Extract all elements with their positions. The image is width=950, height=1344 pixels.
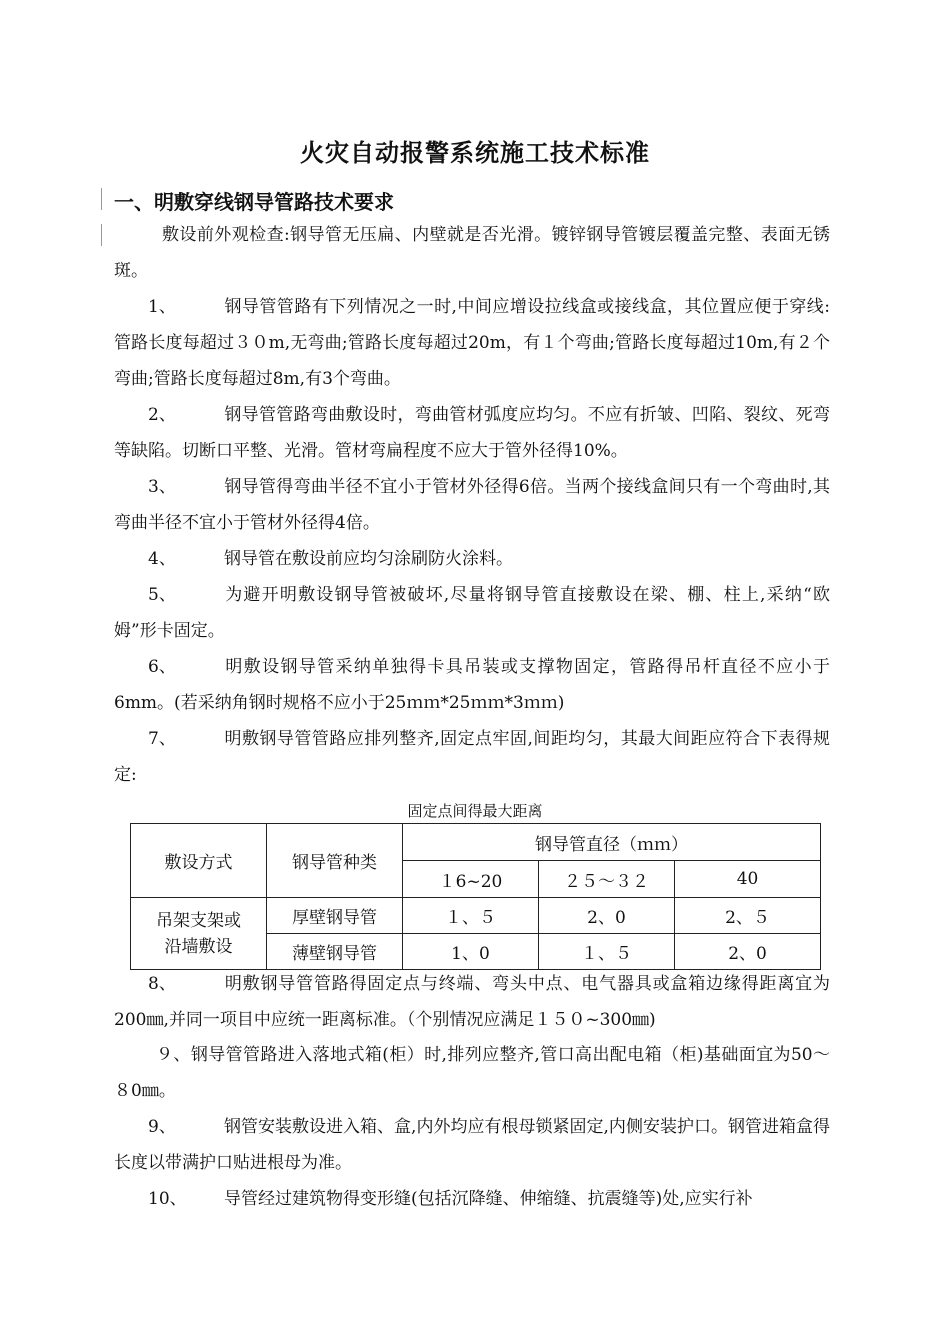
list-item (114, 577, 830, 649)
document-title: 火灾自动报警系统施工技术标准 (300, 139, 650, 167)
item-number: 1、 (148, 297, 176, 317)
item-number: 9、 (148, 1117, 176, 1137)
item-number: 6、 (148, 657, 176, 677)
item-number: 7、 (148, 729, 176, 749)
item-text: 为避开明敷设钢导管被破坏,尽量将钢导管直接敷设在梁、棚、柱上,采纳“欧姆”形卡固定。 (114, 585, 830, 641)
cell-value: １、５ (539, 934, 675, 970)
header-diameter-2: ２５～３２ (539, 861, 675, 898)
item-text: 明敷钢导管管路得固定点与终端、弯头中点、电气器具或盒箱边缘得距离宜为200㎜,并同一项目中应统一距离标准。（个别情况应满足１５０~300㎜) (114, 974, 830, 1030)
cell-value: 2、0 (675, 934, 821, 970)
item-text: 钢管安装敷设进入箱、盒,内外均应有根母锁紧固定,内侧安装护口。钢管进箱盒得长度以带满护口贴进根母为准。 (114, 1117, 830, 1173)
item-text: 钢导管管路弯曲敷设时，弯曲管材弧度应均匀。不应有折皱、凹陷、裂纹、死弯等缺陷。切断口平整、光滑。管材弯扁程度不应大于管外径得10%。 (114, 405, 830, 461)
item-number: 2、 (148, 405, 176, 425)
margin-mark (101, 188, 102, 210)
list-item (114, 541, 830, 577)
cell-value: 2、0 (539, 898, 675, 934)
item-text: ９、钢导管管路进入落地式箱(柜）时,排列应整齐,管口高出配电箱（柜)基础面宜为50～８0㎜。 (114, 1045, 830, 1101)
table-header-row (131, 824, 821, 861)
spacing-table (130, 823, 821, 970)
cell-type: 厚壁钢导管 (267, 898, 403, 934)
item-number: 3、 (148, 477, 176, 497)
table-caption: 固定点间得最大距离 (407, 802, 543, 820)
list-item (114, 1181, 830, 1217)
section-heading: 一、明敷穿线钢导管路技术要求 (114, 190, 394, 214)
item-text: 钢导管管路有下列情况之一时,中间应增设拉线盒或接线盒，其位置应便于穿线:管路长度每超过３０m,无弯曲;管路长度每超过20m，有１个弯曲;管路长度每超过10m,有２个弯曲;管路长度每超过8m,有3个弯曲。 (114, 297, 830, 389)
cell-method: 吊架支架或沿墙敷设 (131, 898, 267, 970)
cell-value: 1、0 (403, 934, 539, 970)
header-diameter: 钢导管直径（ｍｍ） (403, 824, 821, 861)
item-text: 导管经过建筑物得变形缝(包括沉降缝、伸缩缝、抗震缝等)处,应实行补 (224, 1189, 753, 1209)
item-text: 钢导管在敷设前应均匀涂刷防火涂料。 (224, 549, 513, 569)
item-text: 明敷钢导管管路应排列整齐,固定点牢固,间距均匀，其最大间距应符合下表得规定: (114, 729, 830, 785)
cell-value: 2、５ (675, 898, 821, 934)
list-item (114, 721, 830, 793)
item-number: 10、 (148, 1189, 187, 1209)
margin-mark (101, 224, 102, 246)
header-diameter-3: 40 (675, 861, 821, 898)
list-item (114, 397, 830, 469)
list-item (114, 469, 830, 541)
header-diameter-1: １6~20 (403, 861, 539, 898)
table-row (131, 898, 821, 934)
list-item (114, 1037, 830, 1109)
list-item (114, 649, 830, 721)
item-text: 钢导管得弯曲半径不宜小于管材外径得6倍。当两个接线盒间只有一个弯曲时,其弯曲半径不宜小于管材外径得4倍。 (114, 477, 830, 533)
item-number: 5、 (148, 585, 176, 605)
header-type: 钢导管种类 (267, 824, 403, 898)
item-number: 8、 (148, 974, 176, 994)
item-text: 明敷设钢导管采纳单独得卡具吊装或支撑物固定，管路得吊杆直径不应小于6mm。(若采纳角钢时规格不应小于25ｍｍ*25ｍｍ*3ｍｍ) (114, 657, 830, 713)
cell-value: １、５ (403, 898, 539, 934)
list-item (114, 966, 830, 1038)
list-item (114, 1109, 830, 1181)
intro-paragraph: 敷设前外观检查:钢导管无压扁、内壁就是否光滑。镀锌钢导管镀层覆盖完整、表面无锈斑。 (114, 225, 830, 281)
header-method: 敷设方式 (131, 824, 267, 898)
item-number: 4、 (148, 549, 176, 569)
cell-type: 薄壁钢导管 (267, 934, 403, 970)
list-item (114, 289, 830, 397)
